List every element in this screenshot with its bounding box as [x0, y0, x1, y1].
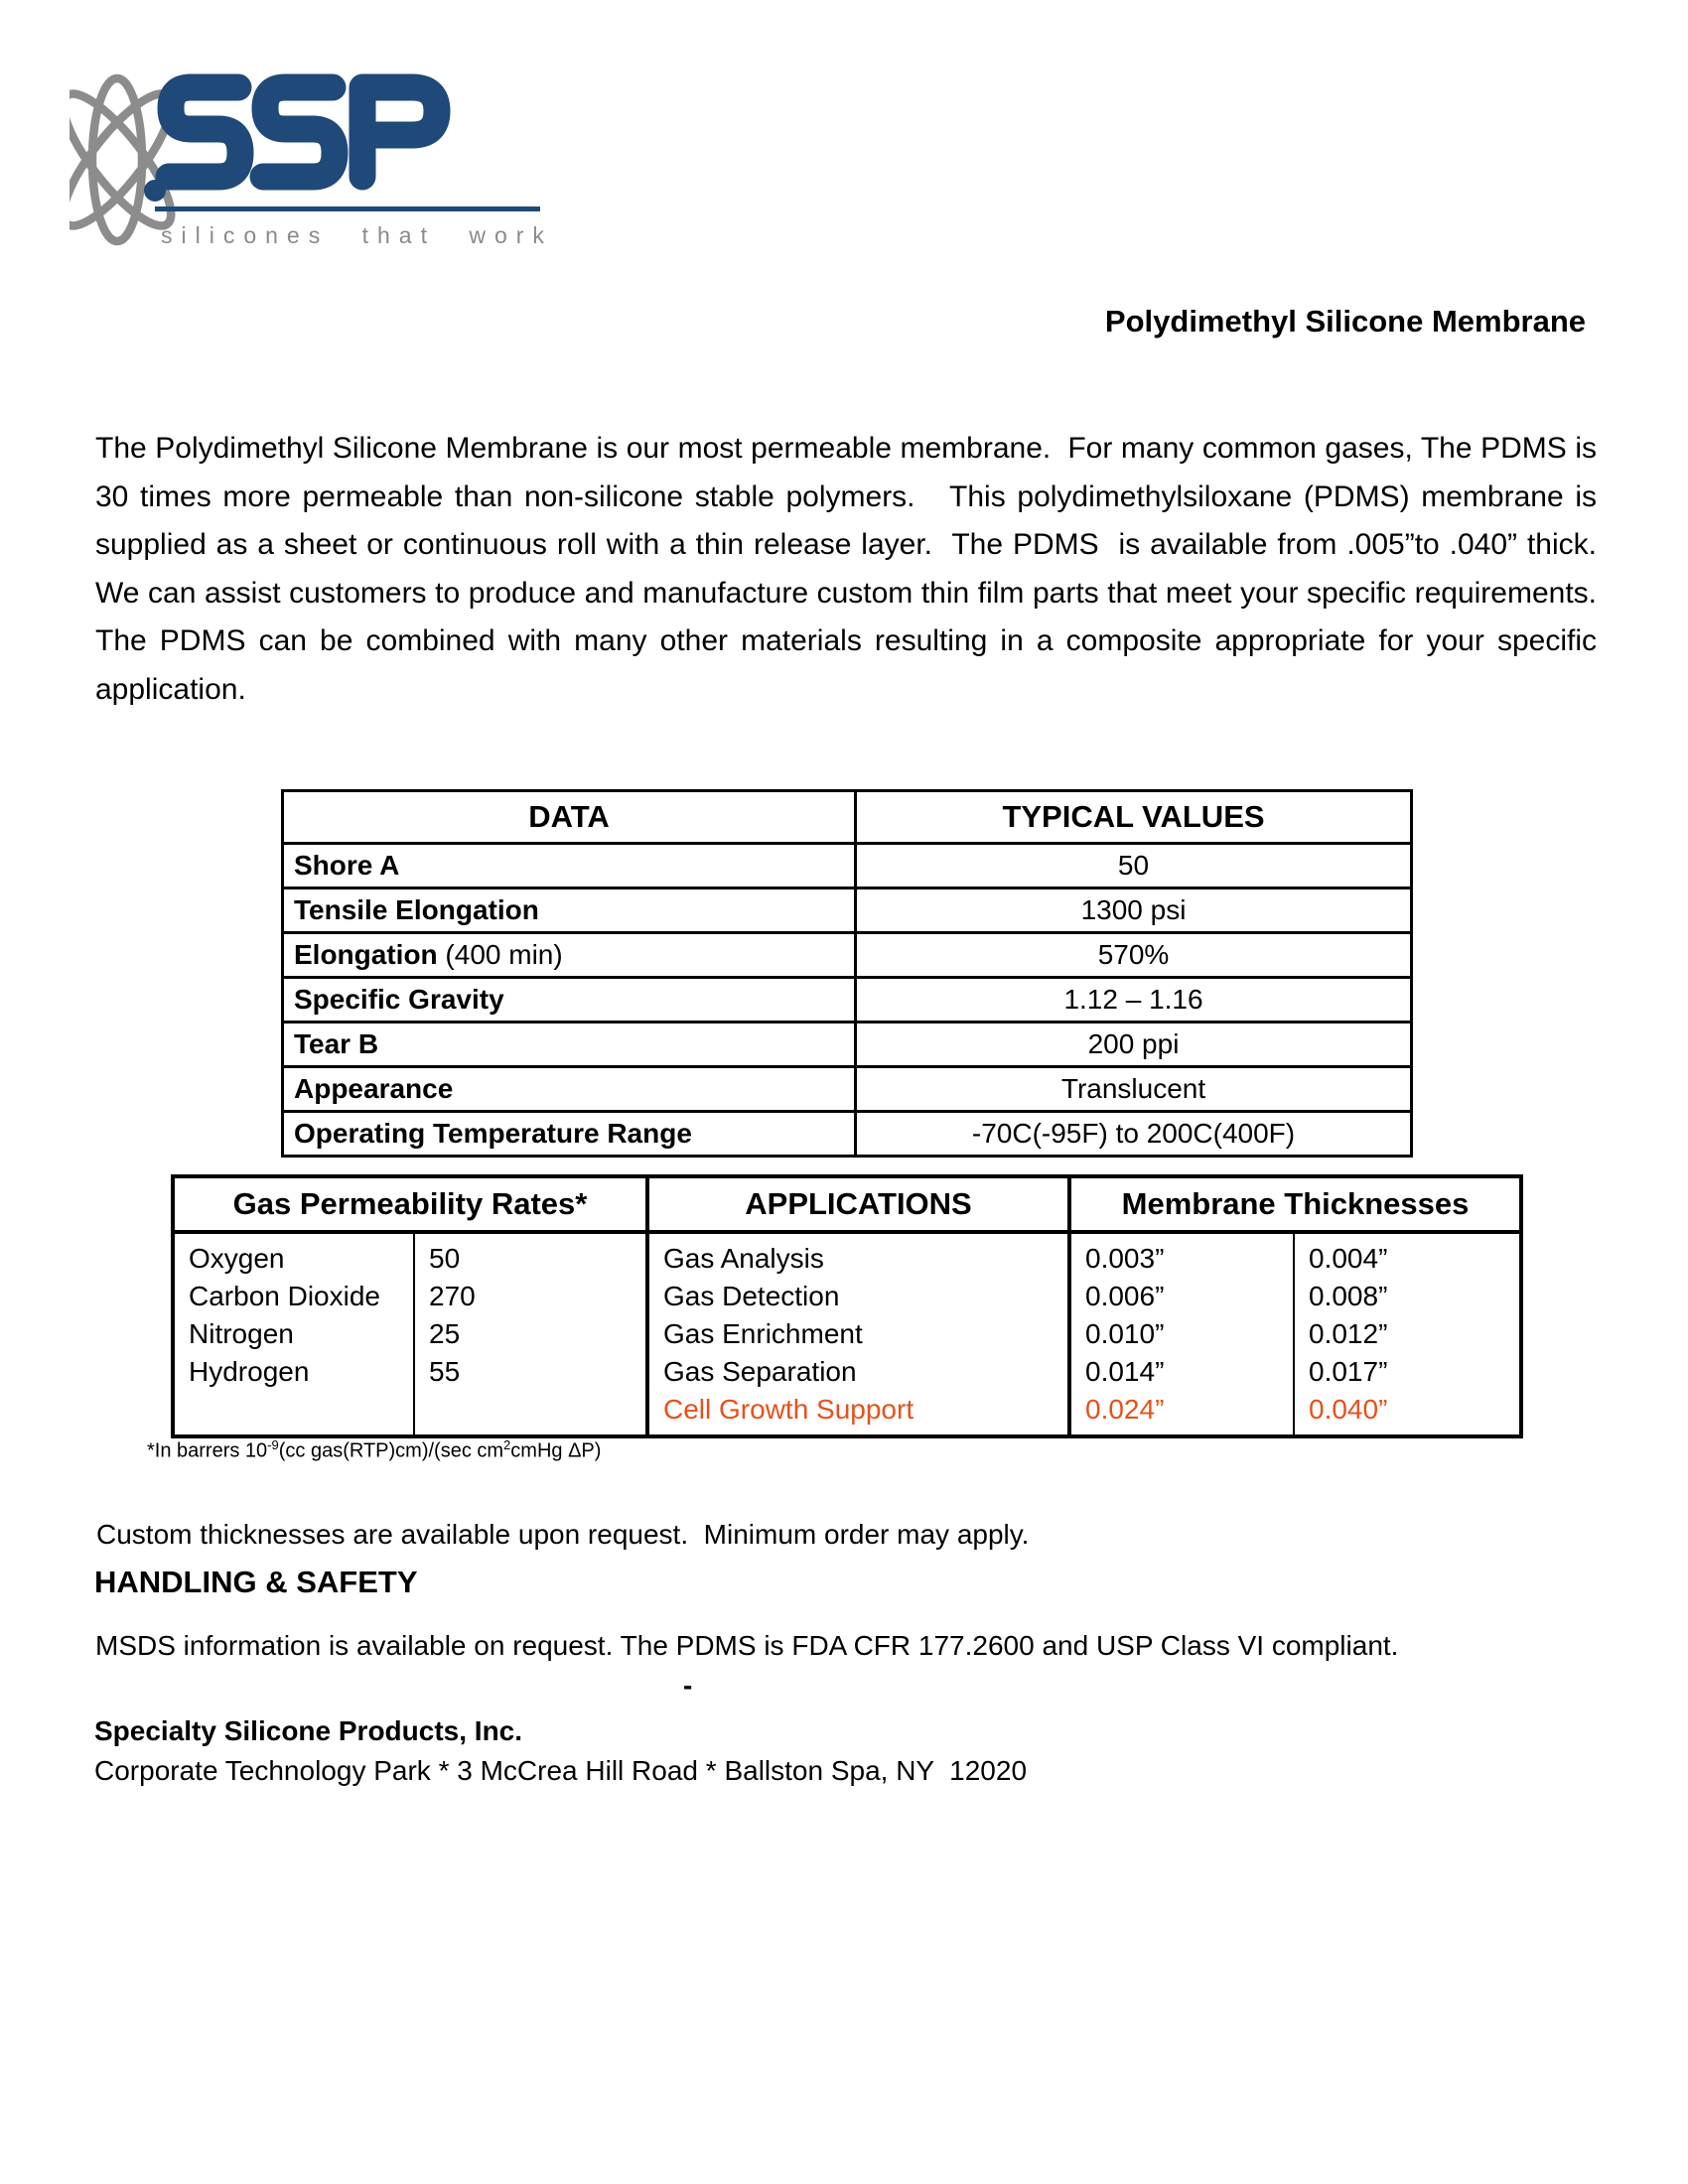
footnote-part: *In barrers 10 — [147, 1439, 268, 1462]
application-item: Gas Enrichment — [663, 1318, 863, 1349]
footnote-superscript: 2 — [503, 1437, 511, 1452]
thickness-value: 0.012” — [1309, 1318, 1388, 1349]
thickness-value: 0.003” — [1085, 1243, 1165, 1274]
company-address: Corporate Technology Park * 3 McCrea Hill Road * Ballston Spa, NY 12020 — [94, 1755, 1028, 1786]
footnote-superscript: -9 — [267, 1437, 279, 1452]
data-table-header-typical-values: TYPICAL VALUES — [856, 791, 1412, 844]
data-table-header-data: DATA — [283, 791, 856, 844]
gas-rate: 55 — [429, 1356, 461, 1387]
gas-table-header-applications: APPLICATIONS — [647, 1176, 1069, 1232]
thickness-column-1 — [1069, 1232, 1294, 1436]
data-value: 1300 psi — [856, 888, 1412, 933]
footnote-part: (cc gas(RTP)cm)/(sec cm — [278, 1439, 504, 1462]
custom-thickness-note: Custom thicknesses are available upon request. Minimum order may apply. — [96, 1519, 1030, 1550]
intro-paragraph: The Polydimethyl Silicone Membrane is our most permeable membrane. For many common gases, The PDMS is 30 times more permeable than non-silicone stable polymers. This polydimethylsiloxane (PDMS) membrane is supplied as a sheet or continuous roll with a thin release layer. The PDMS is available from .005”to .040” thick. We can assist customers to produce and manufacture custom thin film parts that meet your specific requirements. The PDMS can be combined with many other materials resulting in a composite appropriate for your specific application. — [95, 432, 1614, 706]
application-item-highlighted: Cell Growth Support — [663, 1394, 914, 1425]
gas-rate-column — [414, 1232, 647, 1436]
data-label: Specific Gravity — [283, 978, 856, 1023]
brand-underline — [155, 206, 540, 211]
thickness-value: 0.008” — [1309, 1281, 1388, 1311]
gas-name: Carbon Dioxide — [189, 1281, 380, 1311]
data-label-note: (400 min) — [437, 939, 563, 970]
msds-note: MSDS information is available on request. The PDMS is FDA CFR 177.2600 and USP Class VI compliant. — [95, 1630, 1399, 1661]
gas-name-column — [173, 1232, 414, 1436]
gas-table-header-rates: Gas Permeability Rates* — [173, 1176, 647, 1232]
data-table-header-row — [283, 791, 1412, 844]
data-table — [281, 789, 1413, 1158]
permeability-footnote — [147, 1437, 601, 1463]
thickness-value: 0.017” — [1309, 1356, 1388, 1387]
data-value: -70C(-95F) to 200C(400F) — [856, 1112, 1412, 1157]
data-value: 200 ppi — [856, 1023, 1412, 1067]
data-value: Translucent — [856, 1067, 1412, 1112]
table-row — [283, 933, 1412, 978]
gas-name: Hydrogen — [189, 1356, 310, 1387]
footnote-part: cmHg ΔP) — [510, 1439, 602, 1462]
table-row — [283, 844, 1412, 888]
gas-table-body-row — [173, 1232, 1521, 1436]
thickness-column-2 — [1294, 1232, 1521, 1436]
data-label-main: Elongation — [294, 939, 438, 970]
gas-permeability-table — [171, 1174, 1523, 1438]
data-label: Tensile Elongation — [283, 888, 856, 933]
table-row — [283, 1067, 1412, 1112]
gas-rate: 270 — [429, 1281, 476, 1311]
ssp-wordmark — [169, 87, 437, 177]
thickness-value: 0.010” — [1085, 1318, 1165, 1349]
handling-safety-heading: HANDLING & SAFETY — [94, 1565, 418, 1599]
data-label: Operating Temperature Range — [283, 1112, 856, 1157]
gas-table-header-thicknesses: Membrane Thicknesses — [1069, 1176, 1521, 1232]
data-label: Appearance — [283, 1067, 856, 1112]
table-row — [283, 978, 1412, 1023]
table-row — [283, 888, 1412, 933]
gas-rate: 50 — [429, 1243, 461, 1274]
thickness-value-highlighted: 0.024” — [1085, 1394, 1165, 1425]
separator-dash: - — [683, 1670, 693, 1701]
application-item: Gas Analysis — [663, 1243, 824, 1274]
gas-rate: 25 — [429, 1318, 461, 1349]
data-value: 1.12 – 1.16 — [856, 978, 1412, 1023]
thickness-value: 0.004” — [1309, 1243, 1388, 1274]
application-item: Gas Separation — [663, 1356, 857, 1387]
table-row — [283, 1112, 1412, 1157]
logo-tagline: silicones that work — [161, 222, 553, 248]
data-label — [283, 933, 856, 978]
gas-name: Nitrogen — [189, 1318, 294, 1349]
table-row — [283, 1023, 1412, 1067]
application-item: Gas Detection — [663, 1281, 840, 1311]
company-name: Specialty Silicone Products, Inc. — [94, 1715, 523, 1746]
thickness-value: 0.014” — [1085, 1356, 1165, 1387]
ssp-logo — [70, 66, 626, 274]
data-label: Tear B — [283, 1023, 856, 1067]
applications-column — [647, 1232, 1069, 1436]
data-label: Shore A — [283, 844, 856, 888]
gas-name: Oxygen — [189, 1243, 285, 1274]
data-value: 50 — [856, 844, 1412, 888]
page-title: Polydimethyl Silicone Membrane — [1104, 304, 1586, 339]
thickness-value-highlighted: 0.040” — [1309, 1394, 1388, 1425]
data-value: 570% — [856, 933, 1412, 978]
gas-table-header-row — [173, 1176, 1521, 1232]
thickness-value: 0.006” — [1085, 1281, 1165, 1311]
